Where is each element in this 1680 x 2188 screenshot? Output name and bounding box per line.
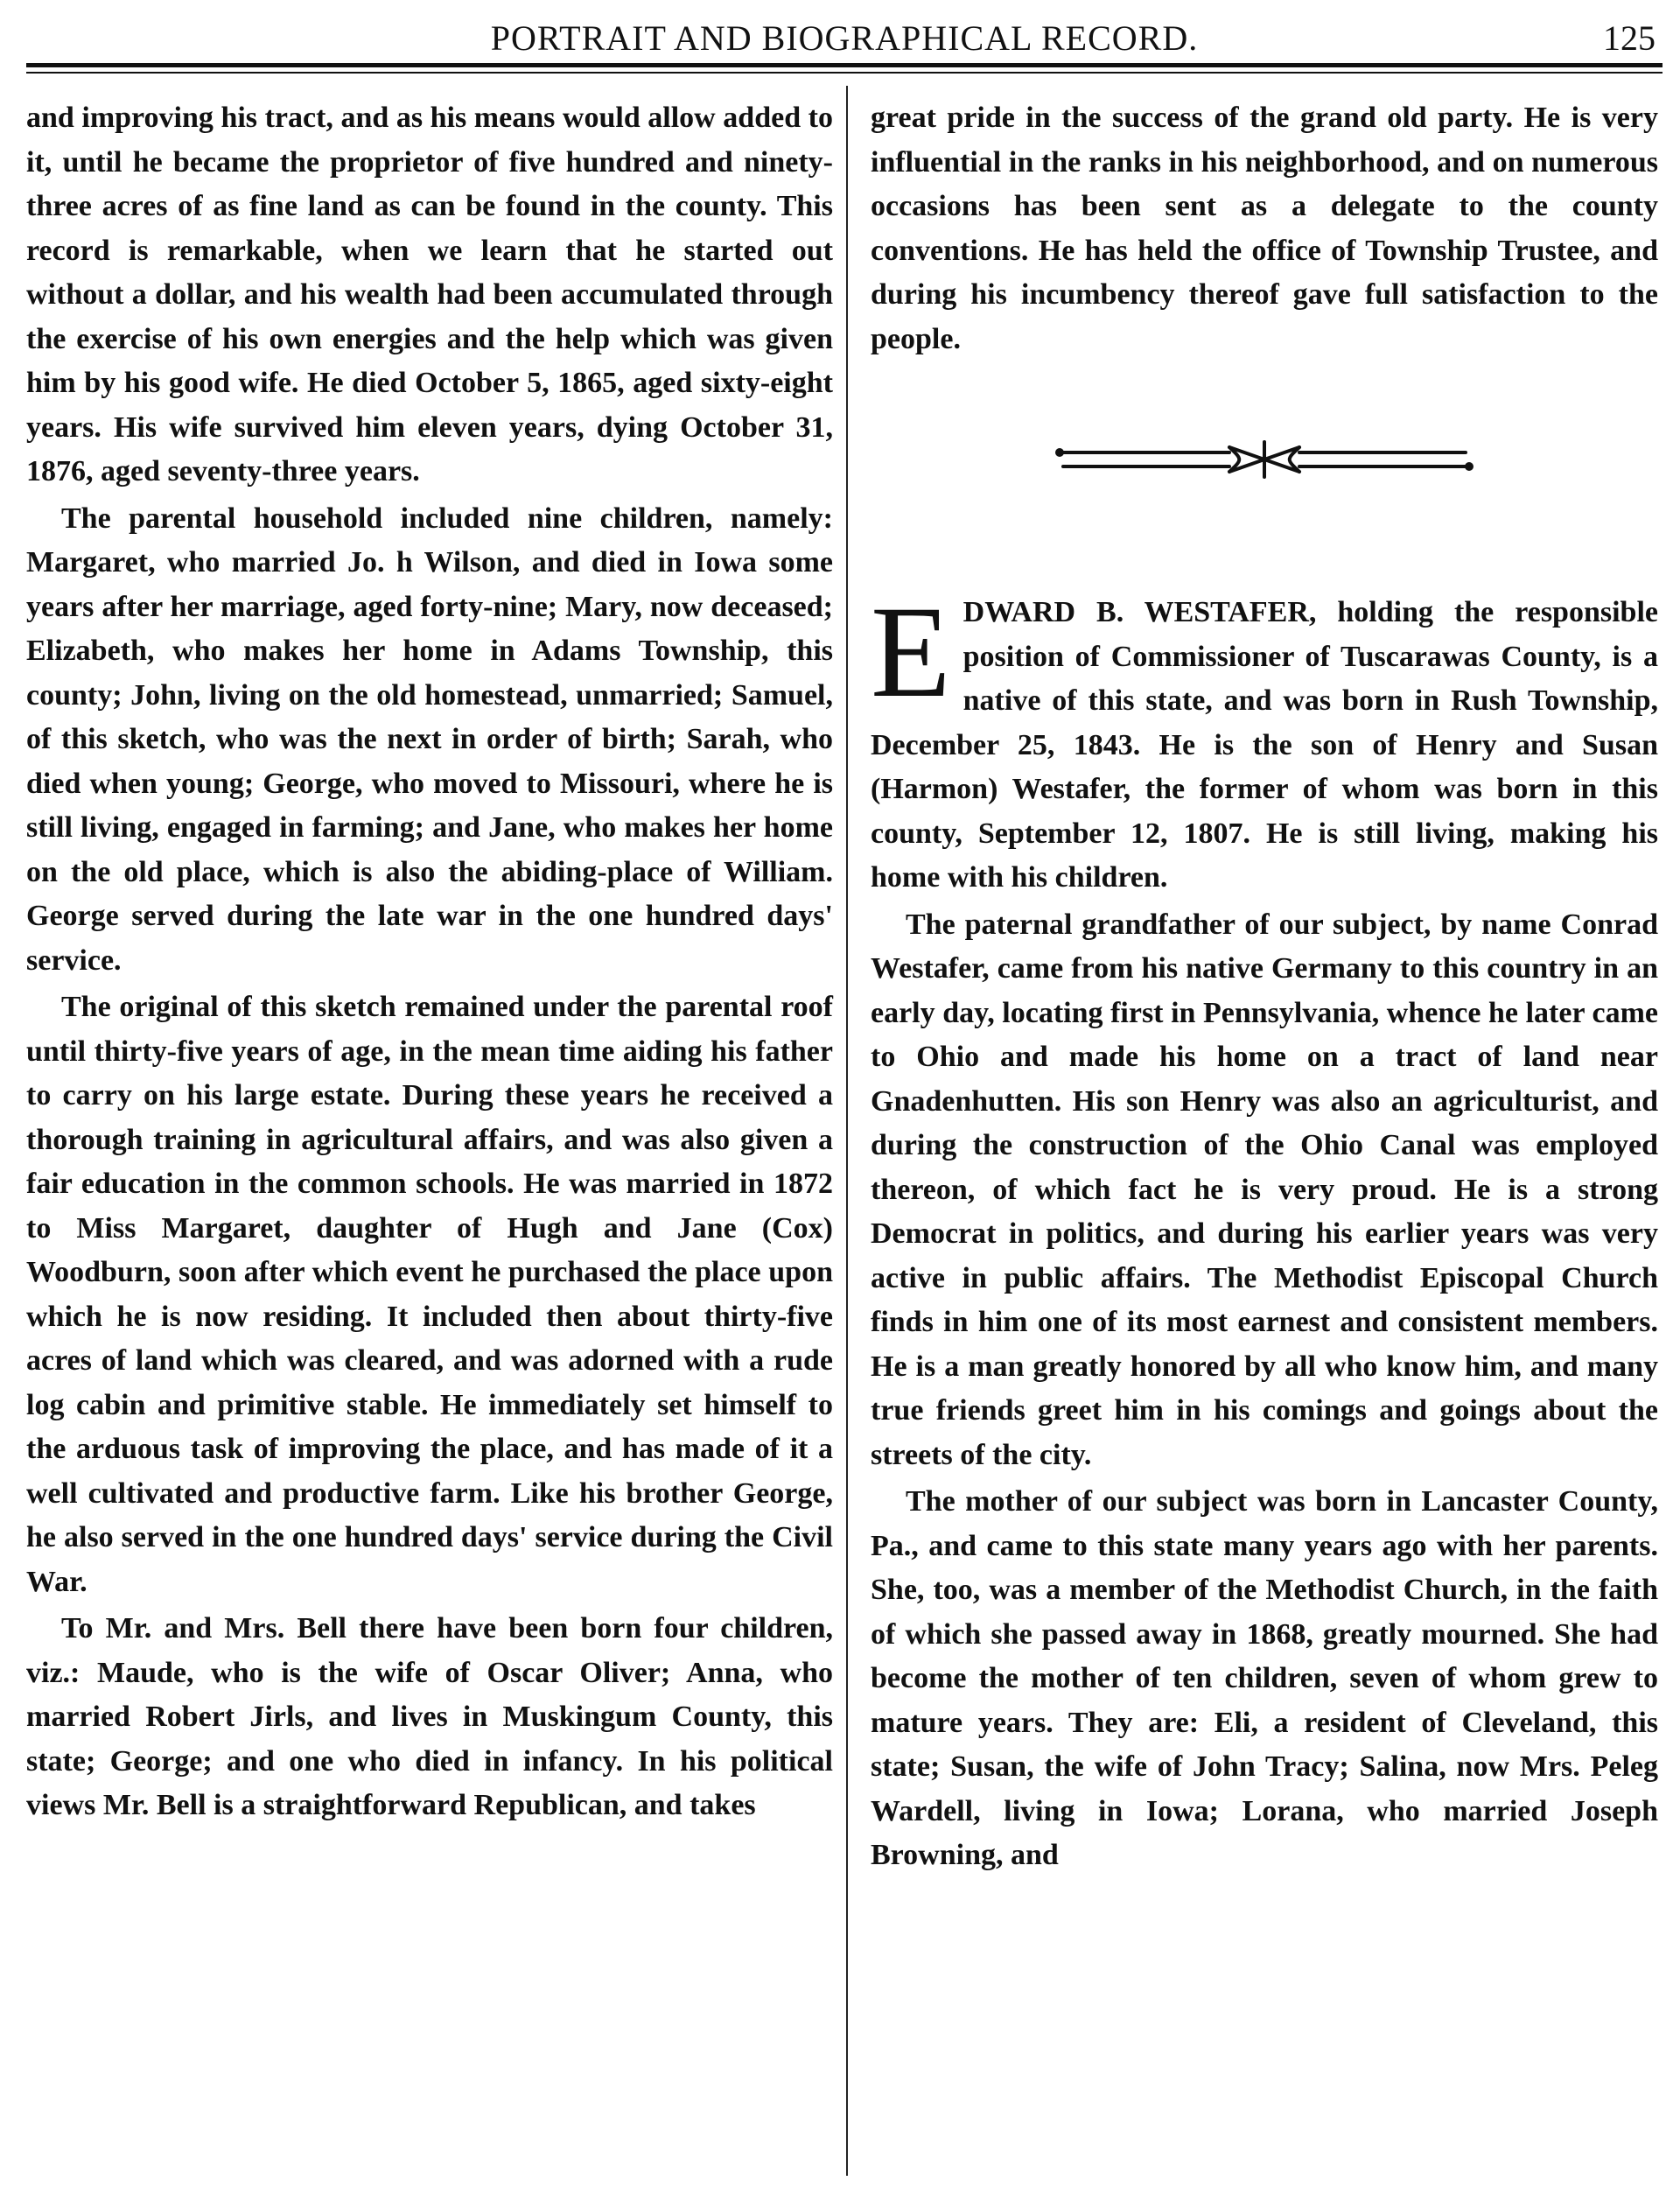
section-ornament-icon [1054,433,1474,486]
running-title: PORTRAIT AND BIOGRAPHICAL RECORD. [490,18,1199,58]
page-number: 125 [1603,18,1656,58]
left-column [26,96,833,1831]
left-paragraph-2: The parental household included nine children, namely: Margaret, who married Jo. h Wilson, and died in Iowa some years after her marriage, aged forty-nine; Mary, now deceased; Elizabeth, who makes her home in Adams Township, this county; John, living on the old homestead, unmarried; Samuel, of this sketch, who was the next in order of birth; Sarah, who died when young; George, who moved to Missouri, where he is still living, engaged in farming; and Jane, who makes her home on the old place, which is also the abiding-place of William. George served during the late war in the one hundred days' service. [26,501,833,977]
header-rule-thick [26,63,1662,67]
drop-cap: E [871,579,951,725]
right-paragraph-1: great pride in the success of the grand old party. He is very influential in the ranks in his neighborhood, and on numerous occasions has been sent as a delegate to the county conventions. He has held the office of Township Trustee, and during his incumbency thereof gave full satisfaction to the people. [871,102,1658,355]
page-header [26,12,1662,65]
left-paragraph-3: The original of this sketch remained under the parental roof until thirty-five years of age, in the mean time aiding his father to carry on his large estate. During these years he received a thorough training in agricultural affairs, and was also given a fair education in the common schools. He was married in 1872 to Miss Margaret, daughter of Hugh and Jane (Cox) Woodburn, soon after which event he purchased the place upon which he is now residing. It included then about thirty-five acres of land which was cleared, and was adorned with a rude log cabin and primitive stable. He immediately set himself to the arduous task of improving the place, and has made of it a well cultivated and productive farm. Like his brother George, he also served in the one hundred days' service during the Civil War. [26,991,833,1598]
right-paragraph-3: The paternal grandfather of our subject, by name Conrad Westafer, came from his native Germany to this country in an early day, locating first in Pennsylvania, whence he later came to Ohio and made his home on a tract of land near Gnadenhutten. His son Henry was also an agriculturist, and during the construction of the Ohio Canal was employed thereon, of which fact he is very proud. He is a strong Democrat in politics, and during his earlier years was very active in public affairs. The Methodist Episcopal Church finds in him one of its most earnest and consistent members. He is a man greatly honored by all who know him, and many true friends greet him in his comings and goings about the streets of the city. [871,908,1658,1471]
left-paragraph-1: and improving his tract, and as his means would allow added to it, until he became the proprietor of five hundred and ninety-three acres of as fine land as can be found in the county. This record is remarkable, when we learn that he started out without a dollar, and his wealth had been accumulated through the exercise of his own energies and the help which was given him by his good wife. He died October 5, 1865, aged sixty-eight years. His wife survived him eleven years, dying October 31, 1876, aged seventy-three years. [26,102,833,487]
right-column [871,96,1658,1881]
left-paragraph-4: To Mr. and Mrs. Bell there have been born four children, viz.: Maude, who is the wife of Oscar Oliver; Anna, who married Robert Jirls, and lives in Muskingum County, this state; George; and one who died in infancy. In his political views Mr. Bell is a straightforward Republican, and takes [26,1612,833,1821]
header-rule-thin [26,72,1662,74]
column-divider [846,86,848,2176]
right-paragraph-4: The mother of our subject was born in Lancaster County, Pa., and came to this state many years ago with her parents. She, too, was a member of the Methodist Church, in the faith of which she passed away in 1868, greatly mourned. She had become the mother of ten children, seven of whom grew to mature years. They are: Eli, a resident of Cleveland, this state; Susan, the wife of John Tracy; Salina, now Mrs. Peleg Wardell, living in Iowa; Lorana, who married Joseph Browning, and [871,1485,1658,1871]
right-paragraph-2-text: DWARD B. WESTAFER, holding the responsible position of Commissioner of Tuscarawas County, is a native of this state, and was born in Rush Township, December 25, 1843. He is the son of Henry and Susan (Harmon) Westafer, the former of whom was born in this county, September 12, 1807. He is still living, making his home with his children. [871,596,1658,894]
right-paragraph-2 [871,579,1658,901]
